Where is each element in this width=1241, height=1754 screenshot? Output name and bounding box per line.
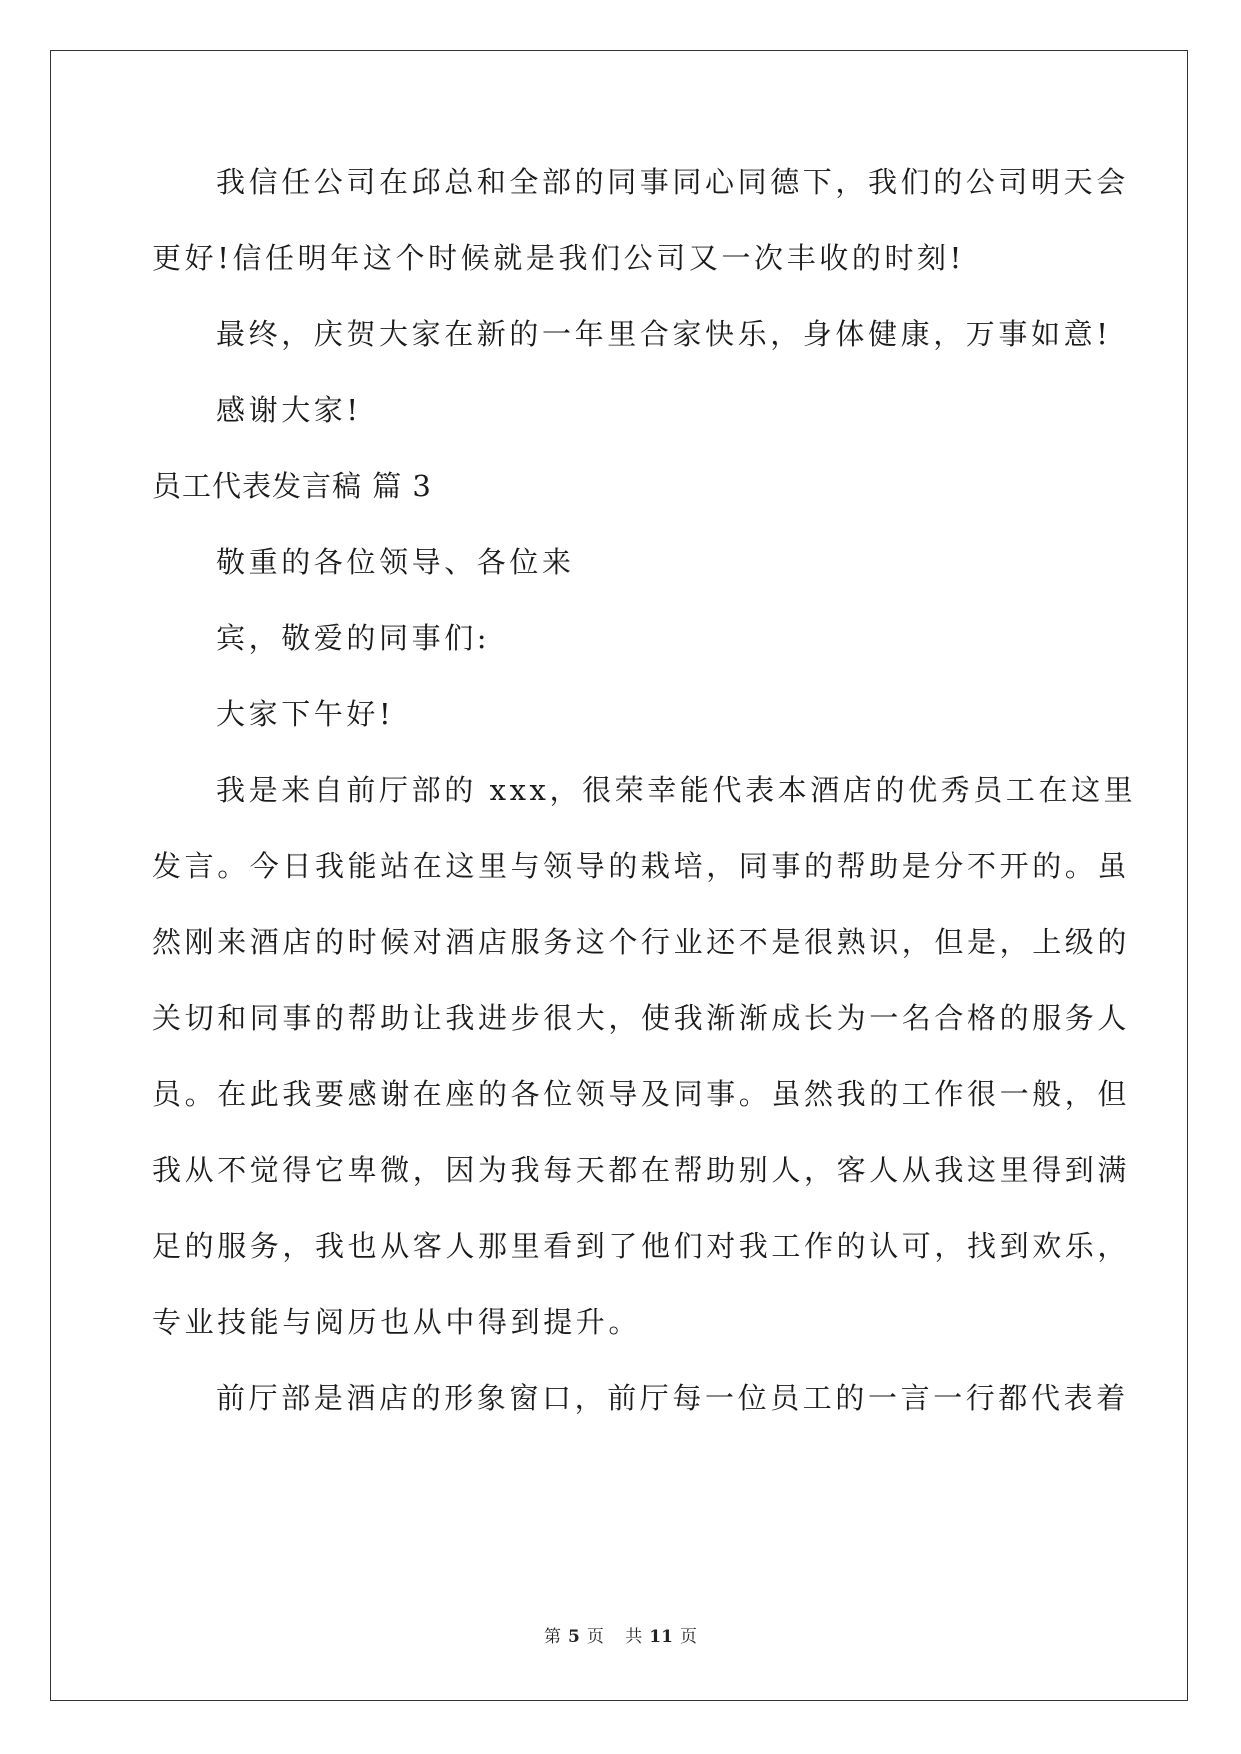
page-indicator — [540, 1627, 608, 1647]
page-prefix: 第 — [544, 1627, 562, 1647]
total-indicator — [621, 1627, 701, 1647]
paragraph-line: 我是来自前厅部的 xxx，很荣幸能代表本酒店的优秀员工在这里 — [216, 773, 1137, 807]
paragraph-line: 足的服务，我也从客人那里看到了他们对我工作的认可，找到欢乐， — [152, 1229, 1131, 1263]
page-unit: 页 — [586, 1627, 604, 1647]
salutation-line: 宾，敬爱的同事们: — [216, 621, 491, 655]
total-unit: 页 — [679, 1627, 697, 1647]
paragraph-line: 关切和同事的帮助让我进步很大，使我渐渐成长为一名合格的服务人 — [152, 1001, 1131, 1035]
section-heading: 员工代表发言稿 篇 3 — [152, 469, 432, 503]
total-prefix: 共 — [625, 1627, 643, 1647]
paragraph-line: 我信任公司在邱总和全部的同事同心同德下，我们的公司明天会 — [216, 165, 1129, 199]
paragraph-line: 感谢大家! — [216, 393, 362, 427]
paragraph-line: 专业技能与阅历也从中得到提升。 — [152, 1305, 642, 1339]
paragraph-line: 我从不觉得它卑微，因为我每天都在帮助别人，客人从我这里得到满 — [152, 1153, 1131, 1187]
total-pages: 11 — [649, 1627, 673, 1647]
paragraph-line: 员。在此我要感谢在座的各位领导及同事。虽然我的工作很一般，但 — [152, 1077, 1131, 1111]
salutation-line: 敬重的各位领导、各位来 — [216, 545, 575, 579]
paragraph-line: 最终，庆贺大家在新的一年里合家快乐，身体健康，万事如意! — [216, 317, 1112, 351]
page-number: 5 — [568, 1627, 580, 1647]
paragraph-line: 前厅部是酒店的形象窗口，前厅每一位员工的一言一行都代表着 — [216, 1381, 1129, 1415]
greeting-line: 大家下午好! — [216, 697, 395, 731]
paragraph-line: 更好!信任明年这个时候就是我们公司又一次丰收的时刻! — [152, 241, 965, 275]
paragraph-line: 发言。今日我能站在这里与领导的栽培，同事的帮助是分不开的。虽 — [152, 849, 1131, 883]
paragraph-line: 然刚来酒店的时候对酒店服务这个行业还不是很熟识，但是，上级的 — [152, 925, 1131, 959]
page-footer — [0, 1622, 1241, 1647]
